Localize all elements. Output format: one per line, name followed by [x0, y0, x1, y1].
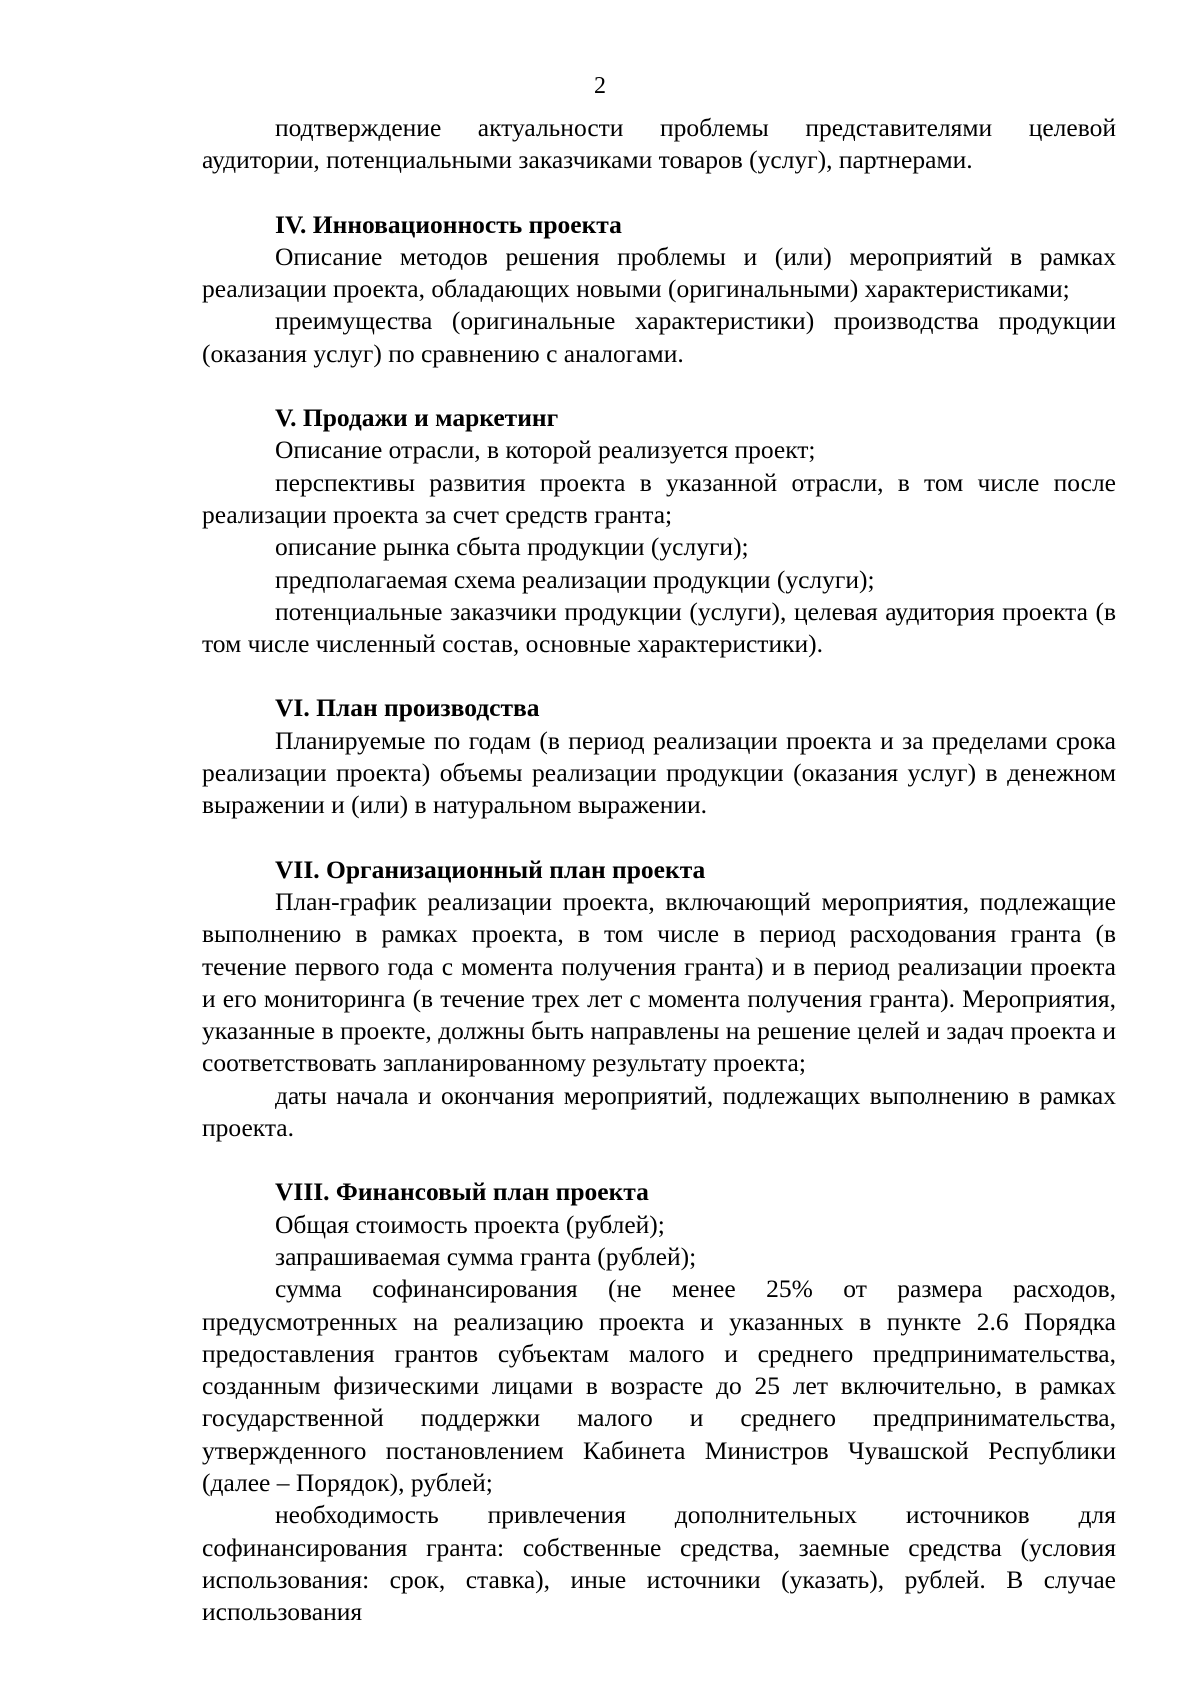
section-continuation	[202, 112, 1116, 177]
paragraph: Описание отрасли, в которой реализуется проект;	[275, 435, 816, 465]
section-heading: V. Продажи и маркетинг	[275, 403, 559, 433]
paragraph: сумма софинансирования (не менее 25% от размера расходов, предусмотренных на реализацию проекта и указанных в пункте 2.6 Порядка предоставления грантов субъектам малого и среднего предпринимательства, созданным физическими лицами в возрасте до 25 лет включительно, в рамках государственной поддержки малого и среднего предпринимательства, утвержденного постановлением Кабинета Министров Чувашской Республики (далее – Порядок), рублей;	[202, 1274, 1116, 1497]
section-production-plan	[202, 692, 1116, 821]
document-body	[202, 112, 1116, 1628]
section-heading: VI. План производства	[275, 693, 540, 723]
paragraph: предполагаемая схема реализации продукции (услуги);	[275, 564, 875, 594]
paragraph: подтверждение актуальности проблемы представителями целевой аудитории, потенциальными заказчиками товаров (услуг), партнерами.	[202, 113, 1116, 175]
paragraph: Планируемые по годам (в период реализации проекта и за пределами срока реализации проекта) объемы реализации продукции (оказания услуг) в денежном выражении и (или) в натуральном выражении.	[202, 725, 1116, 820]
section-sales-marketing	[202, 402, 1116, 660]
paragraph: Общая стоимость проекта (рублей);	[275, 1209, 665, 1239]
section-organizational-plan	[202, 854, 1116, 1145]
section-innovation	[202, 209, 1116, 370]
paragraph: перспективы развития проекта в указанной отрасли, в том числе после реализации проекта за счет средств гранта;	[202, 467, 1116, 529]
paragraph: даты начала и окончания мероприятий, подлежащих выполнению в рамках проекта.	[202, 1080, 1116, 1143]
paragraph: преимущества (оригинальные характеристики) производства продукции (оказания услуг) по сравнению с аналогами.	[202, 306, 1116, 368]
paragraph: Описание методов решения проблемы и (или) мероприятий в рамках реализации проекта, обладающих новыми (оригинальными) характеристиками;	[202, 241, 1116, 304]
paragraph: План-график реализации проекта, включающий мероприятия, подлежащие выполнению в рамках проекта, в том числе в период расходования гранта (в течение первого года с момента получения гранта) и в период реализации проекта и его мониторинга (в течение трех лет с момента получения гранта). Мероприятия, указанные в проекте, должны быть направлены на решение целей и задач проекта и соответствовать запланированному результату проекта;	[202, 886, 1116, 1078]
paragraph: запрашиваемая сумма гранта (рублей);	[275, 1241, 697, 1271]
section-heading: VII. Организационный план проекта	[275, 854, 706, 884]
paragraph: описание рынка сбыта продукции (услуги);	[275, 532, 749, 562]
section-heading: IV. Инновационность проекта	[275, 209, 622, 239]
paragraph: необходимость привлечения дополнительных источников для софинансирования гранта: собственные средства, заемные средства (условия использования: срок, ставка), иные источники (указать), рублей. В случае использования	[202, 1500, 1116, 1627]
section-heading: VIII. Финансовый план проекта	[275, 1177, 649, 1207]
section-financial-plan	[202, 1176, 1116, 1628]
page-number: 2	[594, 73, 606, 99]
paragraph: потенциальные заказчики продукции (услуги), целевая аудитория проекта (в том числе численный состав, основные характеристики).	[202, 596, 1116, 659]
